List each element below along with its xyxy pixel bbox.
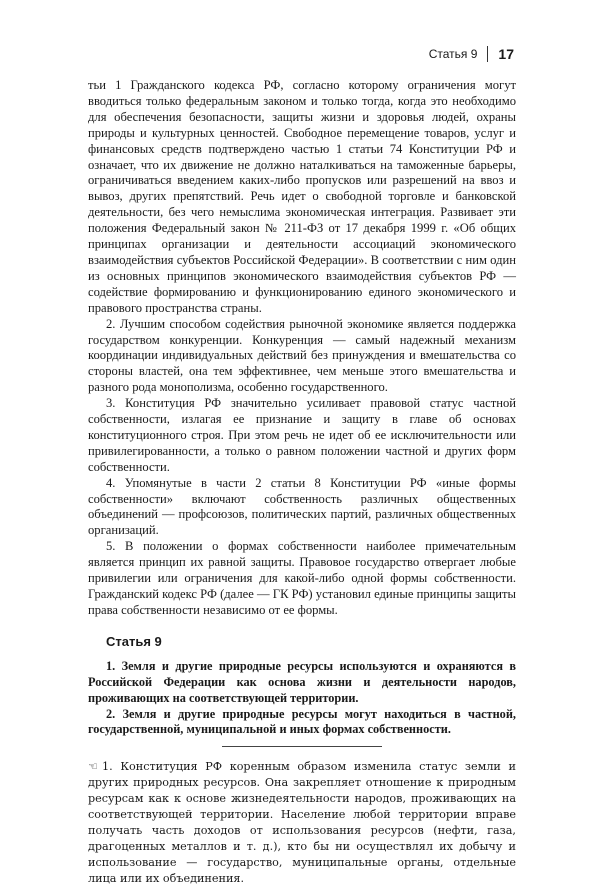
page-content <box>88 78 516 887</box>
section-divider <box>222 746 382 747</box>
paragraph-5: 5. В положении о формах собственности наиболее примечательным является принцип их равной защиты. Правовое государство отвергает любые привилегии или ограничения для какой-либо одной формы собственности. Гражданский кодекс РФ (далее — ГК РФ) установил единые принципы защиты права собственности независимо от ее формы. <box>88 539 516 617</box>
paragraph-continuation: тьи 1 Гражданского кодекса РФ, согласно которому ограничения могут вводиться только федеральным законом и только тогда, когда это необходимо для обеспечения безопасности, защиты жизни и здоровья людей, охраны природы и культурных ценностей. Свободное перемещение товаров, услуг и финансовых средств подтверждено частью 1 статьи 74 Конституции РФ и означает, что их движение не должно наталкиваться на таможенные барьеры, ограничиваться введением каких-либо пропусков или разрешений на ввоз и вывоз, других препятствий. Речь идет о свободной торговле и банковской деятельности, без чего немыслима экономическая интеграция. Развивает эти положения Федеральный закон № 211-ФЗ от 17 декабря 1999 г. «Об общих принципах организации и деятельности ассоциаций экономического взаимодействия субъектов Российской Федерации». В соответствии с ним один из основных принципов экономического взаимодействия субъектов РФ — содействие формированию и функционированию единого экономического и правового пространства страны. <box>88 78 516 315</box>
header-divider <box>487 46 488 62</box>
article-part-2: 2. Земля и другие природные ресурсы могут находиться в частной, государственной, муниципальной и иных формах собственности. <box>88 706 516 737</box>
paragraph-3: 3. Конституция РФ значительно усиливает правовой статус частной собственности, излагая ее признание и защиту в главе об основах конституционного строя. При этом речь не идет об ее исключительности или привилегированности, а только о равном положении частной и других форм собственности. <box>88 396 516 474</box>
commentary-paragraph <box>88 759 516 887</box>
pointing-hand-icon: ☜ <box>88 760 99 774</box>
article-heading: Статья 9 <box>106 633 162 649</box>
running-header <box>429 46 514 62</box>
paragraph-4: 4. Упомянутые в части 2 статьи 8 Конституции РФ «иные формы собственности» включают собственность различных общественных объединений — профсоюзов, политических партий, различных общественных организаций. <box>88 475 516 538</box>
section-label: Статья 9 <box>428 47 478 61</box>
paragraph-2: 2. Лучшим способом содействия рыночной экономике является поддержка государством конкуренции. Конкуренция — самый надежный механизм координации индивидуальных действий без принуждения и вмешательства со стороны властей, она тем эффективнее, чем меньше этого вмешательства и разного рода монополизма, особенно государственного. <box>88 316 516 395</box>
article-part-1: 1. Земля и другие природные ресурсы используются и охраняются в Российской Федерации как основа жизни и деятельности народов, проживающих на соответствующей территории. <box>88 658 516 705</box>
commentary-text: 1. Конституция РФ коренным образом изменила статус земли и других природных ресурсов. Она закрепляет отношение к природным ресурсам как к основе жизнедеятельности народов, проживающих на соответствующей территории. Население любой территории вправе получать часть доходов от использования ресурсов (нефти, газа, драгоценных металлов и т. д.), кто бы ни осуществлял их добычу и использование — государство, муниципальные органы, отдельные лица или их объединения. <box>88 760 516 886</box>
page-number: 17 <box>498 46 514 62</box>
